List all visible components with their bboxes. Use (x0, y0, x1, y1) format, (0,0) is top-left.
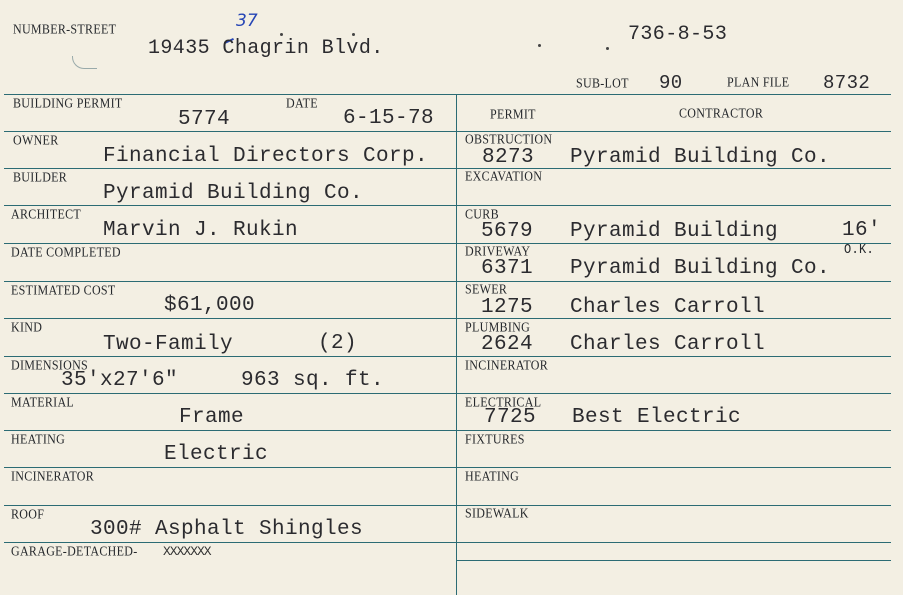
handwritten-number: 37 (236, 11, 258, 31)
building-permit-label: BUILDING PERMIT (13, 95, 123, 111)
plan-file-value: 8732 (823, 72, 871, 94)
number-street-label: NUMBER-STREET (13, 21, 117, 37)
roof-value: 300# Asphalt Shingles (90, 518, 364, 541)
driveway-contractor: Pyramid Building Co. (570, 257, 831, 280)
curb-permit: 5679 (481, 220, 534, 243)
sublot-value: 90 (659, 72, 683, 94)
curb-contractor: Pyramid Building (570, 220, 779, 243)
rule-line (4, 430, 891, 431)
dimensions-label: DIMENSIONS (11, 357, 89, 373)
obstruction-contractor: Pyramid Building Co. (570, 146, 831, 169)
column-divider (456, 94, 457, 595)
permit-column-header: PERMIT (490, 106, 536, 122)
builder-label: BUILDER (13, 169, 68, 185)
driveway-label: DRIVEWAY (465, 243, 531, 259)
permit-date-value: 6-15-78 (343, 107, 435, 130)
electrical-contractor: Best Electric (572, 406, 742, 429)
sublot-label: SUB-LOT (576, 75, 629, 91)
speck (280, 33, 283, 36)
speck (538, 44, 541, 47)
rule-line (4, 94, 891, 95)
dimensions-value: 35'x27'6" (61, 369, 179, 392)
struck-out-text: XXXXXXX (163, 544, 211, 559)
builder-value: Pyramid Building Co. (103, 182, 364, 205)
driveway-permit: 6371 (481, 257, 534, 280)
obstruction-label: OBSTRUCTION (465, 131, 553, 147)
electrical-label: ELECTRICAL (465, 394, 542, 410)
rule-line (4, 131, 456, 132)
building-permit-value: 5774 (178, 108, 231, 131)
speck (352, 33, 355, 36)
curb-note: 16' (842, 219, 882, 242)
speck (606, 47, 609, 50)
roof-label: ROOF (11, 506, 45, 522)
sewer-label: SEWER (465, 281, 508, 297)
rule-line (4, 356, 891, 357)
sidewalk-label: SIDEWALK (465, 505, 529, 521)
street-address: 19435 Chagrin Blvd. (148, 37, 384, 60)
sewer-permit: 1275 (481, 296, 534, 319)
plumbing-permit: 2624 (481, 333, 534, 356)
rule-line (4, 393, 891, 394)
material-label: MATERIAL (11, 394, 75, 410)
estimated-cost-label: ESTIMATED COST (11, 282, 116, 298)
garage-label: GARAGE-DETACHED- (11, 543, 138, 559)
kind-units: (2) (318, 332, 358, 355)
plumbing-label: PLUMBING (465, 319, 531, 335)
owner-value: Financial Directors Corp. (103, 145, 429, 168)
owner-label: OWNER (13, 132, 59, 148)
rule-line (456, 560, 891, 561)
date-label: DATE (286, 95, 318, 111)
obstruction-permit: 8273 (482, 146, 535, 169)
plan-file-label: PLAN FILE (727, 74, 790, 90)
parcel-number: 736-8-53 (628, 23, 728, 46)
rule-line (4, 243, 891, 244)
rule-line (4, 467, 891, 468)
plumbing-contractor: Charles Carroll (570, 333, 766, 356)
estimated-cost-value: $61,000 (164, 294, 256, 317)
kind-value: Two-Family (103, 333, 234, 356)
contractor-column-header: CONTRACTOR (679, 105, 764, 121)
curb-label: CURB (465, 206, 499, 222)
area-value: 963 sq. ft. (241, 369, 385, 392)
driveway-note: O.K. (844, 242, 875, 258)
rule-line (4, 281, 891, 282)
incinerator-permit-label: INCINERATOR (465, 357, 549, 373)
heating-permit-label: HEATING (465, 468, 520, 484)
pencil-mark (72, 56, 97, 69)
architect-value: Marvin J. Rukin (103, 219, 299, 242)
incinerator-label: INCINERATOR (11, 468, 95, 484)
heating-value: Electric (164, 443, 269, 466)
kind-label: KIND (11, 319, 43, 335)
sewer-contractor: Charles Carroll (570, 296, 766, 319)
heating-label: HEATING (11, 431, 66, 447)
rule-line (4, 505, 891, 506)
architect-label: ARCHITECT (11, 206, 82, 222)
rule-line (4, 205, 891, 206)
date-completed-label: DATE COMPLETED (11, 244, 121, 260)
material-value: Frame (179, 406, 245, 429)
fixtures-label: FIXTURES (465, 431, 525, 447)
electrical-permit: 7725 (484, 406, 537, 429)
excavation-label: EXCAVATION (465, 168, 543, 184)
